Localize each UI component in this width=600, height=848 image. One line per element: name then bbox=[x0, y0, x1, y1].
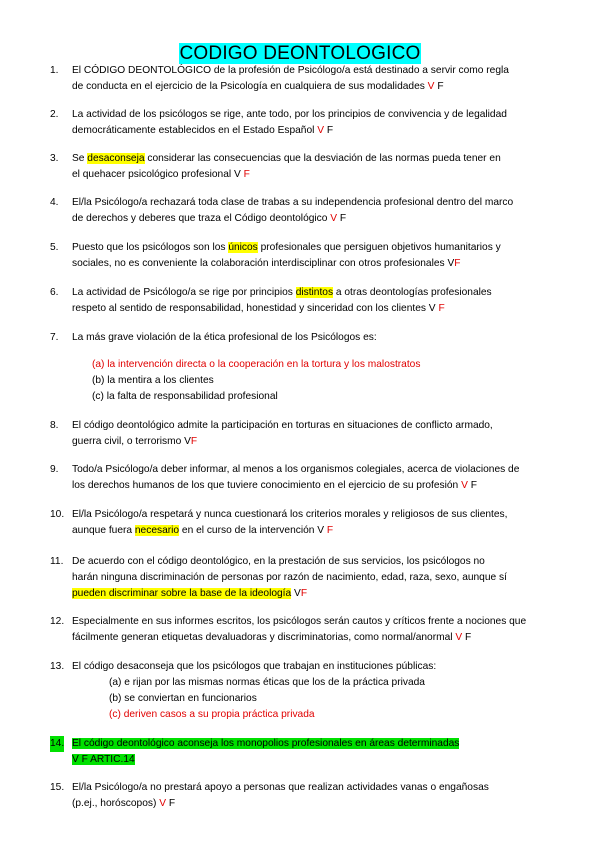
answer-f: F bbox=[465, 632, 472, 643]
highlighted-word: distintos bbox=[295, 287, 334, 298]
document-title bbox=[0, 43, 600, 65]
option-b: (b) se conviertan en funcionarios bbox=[109, 693, 257, 704]
question-number: 2. bbox=[50, 109, 59, 120]
question-number: 11. bbox=[50, 556, 64, 567]
question-number: 7. bbox=[50, 332, 59, 343]
answer-v: V bbox=[330, 213, 338, 224]
question-text-line: El/la Psicólogo/a respetará y nunca cuestionará los criterios morales y religiosos de sus clientes, bbox=[72, 509, 508, 520]
answer-v: V bbox=[184, 436, 191, 447]
question-text-line: el quehacer psicológico profesional V F bbox=[72, 169, 250, 180]
question-13 bbox=[50, 659, 572, 675]
question-number: 14. bbox=[50, 736, 64, 752]
answer-f: F bbox=[454, 258, 461, 269]
question-text-line bbox=[72, 586, 572, 602]
option-b: (b) la mentira a los clientes bbox=[92, 375, 214, 386]
question-1 bbox=[50, 63, 572, 95]
question-text-line: harán ninguna discriminación de personas por razón de nacimiento, edad, raza, sexo, aunque sí bbox=[72, 572, 507, 583]
question-text-line bbox=[72, 752, 572, 768]
question-number: 4. bbox=[50, 197, 59, 208]
question-11 bbox=[50, 554, 572, 602]
question-number: 15. bbox=[50, 782, 65, 793]
question-number: 6. bbox=[50, 287, 59, 298]
question-text-line: aunque fuera necesario en el curso de la intervención V F bbox=[72, 525, 334, 536]
answer-f: F bbox=[339, 213, 347, 224]
question-text-line bbox=[72, 736, 572, 752]
question-text-line: de conducta en el ejercicio de la Psicología en cualquiera de sus modalidades V F bbox=[72, 81, 444, 92]
question-text-line: respeto al sentido de responsabilidad, honestidad y sinceridad con los clientes V F bbox=[72, 303, 445, 314]
question-text-line: El código desaconseja que los psicólogos que trabajan en instituciones públicas: bbox=[72, 661, 437, 672]
answer-f: F bbox=[243, 169, 250, 180]
question-text-line: El/la Psicólogo/a no prestará apoyo a personas que realizan actividades vanas o engañosas bbox=[72, 782, 489, 793]
question-text-line: fácilmente generan etiquetas devaluadoras y discriminatorias, como normal/anormal V F bbox=[72, 632, 472, 643]
highlighted-word: desaconseja bbox=[87, 153, 145, 164]
question-text-line: Se desaconseja considerar las consecuencias que la desviación de las normas pueda tener en bbox=[72, 153, 501, 164]
answer-v: V bbox=[427, 81, 435, 92]
question-text-line: La actividad de los psicólogos se rige, ante todo, por los principios de convivencia y de legalidad bbox=[72, 109, 507, 120]
question-3 bbox=[50, 151, 572, 183]
answer-v: V bbox=[447, 258, 455, 269]
question-text-line: El CÓDIGO DEONTOLÓGICO de la profesión de Psicólogo/a está destinado a servir como regla bbox=[72, 65, 509, 76]
highlighted-answer: V F ARTIC.14 bbox=[72, 754, 135, 765]
option-a: (a) la intervención directa o la cooperación en la tortura y los malostratos bbox=[92, 359, 421, 370]
answer-f: F bbox=[190, 436, 198, 447]
question-number: 13. bbox=[50, 661, 65, 672]
answer-f: F bbox=[168, 798, 176, 809]
answer-v: V bbox=[159, 798, 166, 809]
question-number: 9. bbox=[50, 464, 59, 475]
answer-f: F bbox=[326, 525, 334, 536]
question-15 bbox=[50, 780, 572, 812]
answer-v: V bbox=[233, 169, 241, 180]
question-text-line: sociales, no es conveniente la colaboración interdisciplinar con otros profesionales VF bbox=[72, 258, 461, 269]
question-number: 8. bbox=[50, 420, 59, 431]
answer-f: F bbox=[438, 303, 445, 314]
question-text-line: El/la Psicólogo/a rechazará toda clase de trabas a su independencia profesional dentro del marco bbox=[72, 197, 514, 208]
highlighted-word: necesario bbox=[134, 525, 180, 536]
question-12 bbox=[50, 614, 572, 646]
question-text-line: Puesto que los psicólogos son los únicos profesionales que persiguen objetivos humanitarios y bbox=[72, 242, 501, 253]
answer-f: F bbox=[300, 588, 308, 599]
answer-f: F bbox=[437, 81, 444, 92]
question-8 bbox=[50, 418, 572, 450]
option-c: (c) deriven casos a su propia práctica privada bbox=[109, 709, 315, 720]
question-6 bbox=[50, 285, 572, 317]
question-text-line: los derechos humanos de los que tuviere conocimiento en el ejercicio de su profesión V F bbox=[72, 480, 477, 491]
question-number: 5. bbox=[50, 242, 59, 253]
question-9 bbox=[50, 462, 572, 494]
question-number: 3. bbox=[50, 153, 59, 164]
highlighted-phrase: El código deontológico aconseja los monopolios profesionales en áreas determinadas bbox=[72, 738, 460, 749]
answer-v: V bbox=[317, 125, 325, 136]
question-text-line: guerra civil, o terrorismo VF bbox=[72, 436, 198, 447]
question-5 bbox=[50, 240, 572, 272]
highlighted-phrase: pueden discriminar sobre la base de la ideología bbox=[72, 588, 292, 599]
answer-f: F bbox=[326, 125, 334, 136]
highlighted-word: únicos bbox=[228, 242, 258, 253]
question-text-line: El código deontológico admite la participación en torturas en situaciones de conflicto armado, bbox=[72, 420, 493, 431]
question-text-line: democráticamente establecidos en el Estado Español V F bbox=[72, 125, 334, 136]
answer-v: V bbox=[294, 588, 301, 599]
question-number: 12. bbox=[50, 616, 65, 627]
title-text: CODIGO DEONTOLOGICO bbox=[179, 43, 421, 64]
question-4 bbox=[50, 195, 572, 227]
question-text-line: Especialmente en sus informes escritos, los psicólogos serán cautos y críticos frente a nociones que bbox=[72, 616, 527, 627]
question-text-line: de derechos y deberes que traza el Código deontológico V F bbox=[72, 213, 347, 224]
question-text-line: La más grave violación de la ética profesional de los Psicólogos es: bbox=[72, 332, 377, 343]
answer-v: V bbox=[428, 303, 436, 314]
question-7 bbox=[50, 330, 572, 346]
question-14 bbox=[50, 736, 572, 768]
answer-v: V bbox=[461, 480, 468, 491]
question-10 bbox=[50, 507, 572, 539]
question-text-line: De acuerdo con el código deontológico, en la prestación de sus servicios, los psicólogos no bbox=[72, 556, 485, 567]
question-text-line: Todo/a Psicólogo/a deber informar, al menos a los organismos colegiales, acerca de violaciones de bbox=[72, 464, 520, 475]
answer-v: V bbox=[455, 632, 463, 643]
question-text-line: (p.ej., horóscopos) V F bbox=[72, 798, 176, 809]
question-number: 1. bbox=[50, 65, 59, 76]
answer-f: F bbox=[470, 480, 477, 491]
question-2 bbox=[50, 107, 572, 139]
question-text-line: La actividad de Psicólogo/a se rige por principios distintos a otras deontologías profesionales bbox=[72, 287, 492, 298]
option-c: (c) la falta de responsabilidad profesional bbox=[92, 391, 278, 402]
answer-v: V bbox=[317, 525, 325, 536]
question-number: 10. bbox=[50, 509, 65, 520]
option-a: (a) e rijan por las mismas normas éticas que los de la práctica privada bbox=[109, 677, 425, 688]
